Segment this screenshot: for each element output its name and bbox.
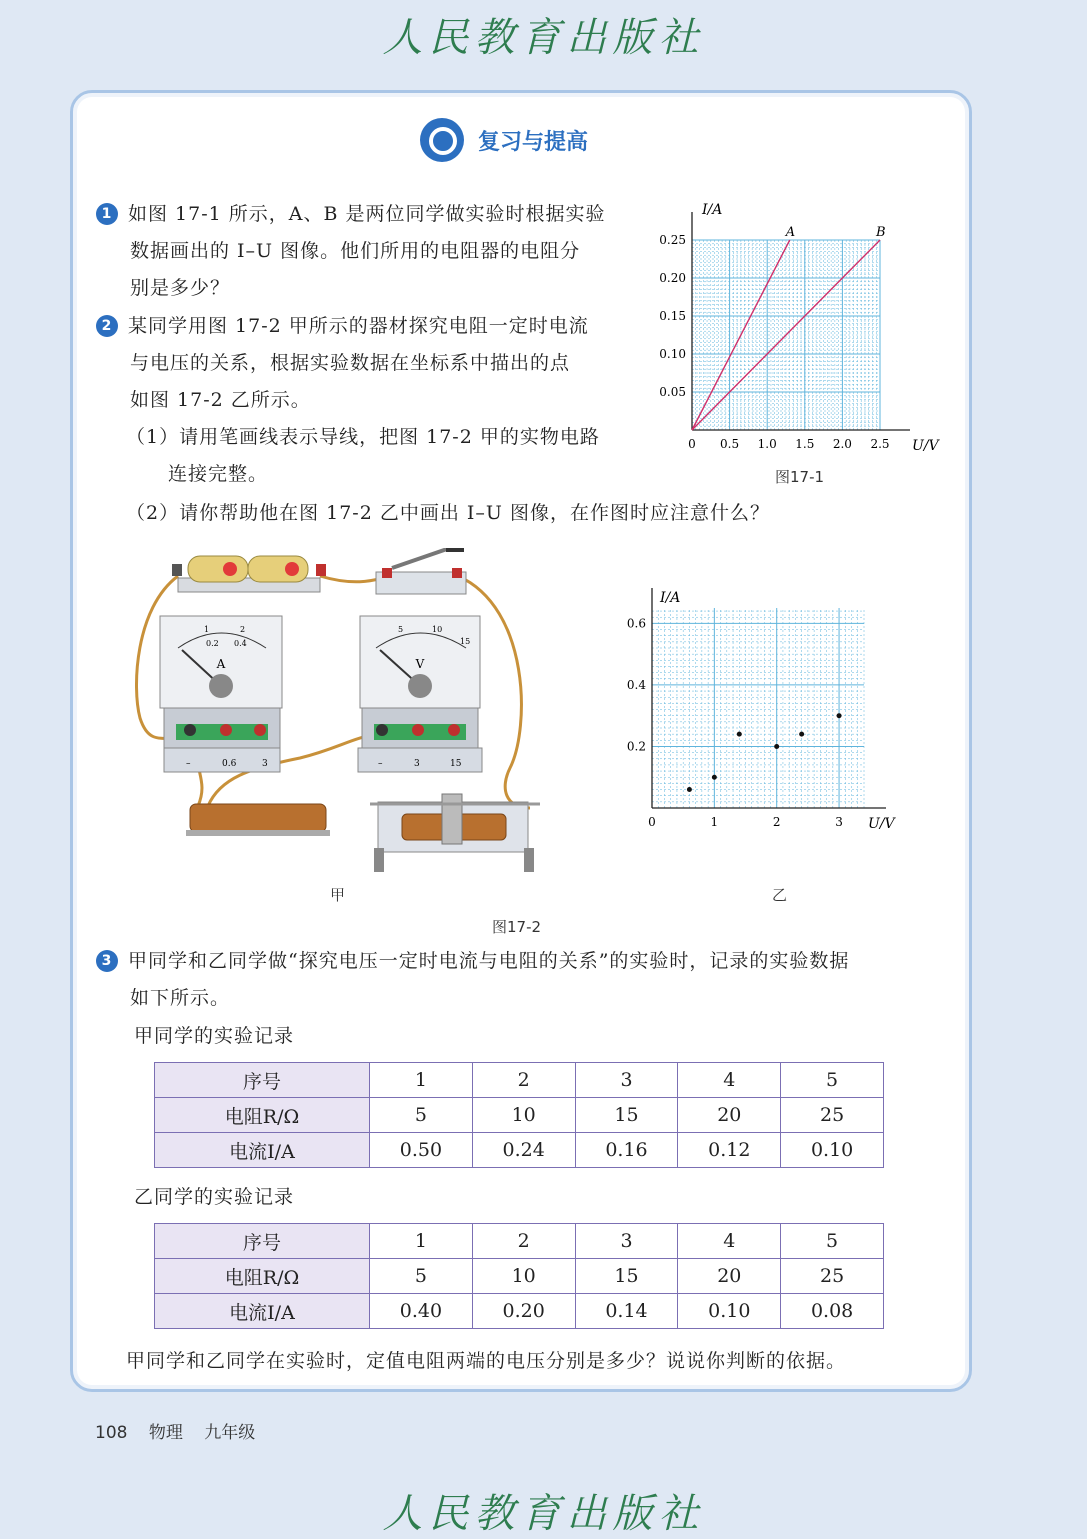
table-cell: 2: [472, 1063, 575, 1098]
voltmeter-letter: V: [415, 657, 425, 671]
y-tick-label: 0.15: [659, 309, 686, 323]
question-line: 如图 17-2 乙所示。: [130, 389, 311, 411]
question-line: 别是多少？: [130, 277, 231, 299]
ammeter-terminal-label: –: [186, 759, 191, 769]
table-cell: 20: [678, 1098, 781, 1133]
figure-17-1-caption: 图17-1: [775, 468, 825, 486]
x-tick-label: 1: [710, 815, 719, 829]
x-tick-label: 1.0: [757, 437, 777, 451]
table-cell: 25: [781, 1098, 884, 1133]
table-row: [155, 1259, 884, 1294]
subject-label: 物理: [148, 1423, 183, 1443]
question-3: [96, 943, 956, 1017]
ammeter-scale-label: 0.4: [234, 639, 247, 648]
table-cell: 序号: [155, 1224, 370, 1259]
table-cell: 0.12: [678, 1133, 781, 1168]
table-cell: 0.14: [575, 1294, 678, 1329]
table-row: [155, 1133, 884, 1168]
series-label-B: B: [876, 225, 886, 240]
x-tick-label: 2.0: [832, 437, 852, 451]
table-yi: [154, 1223, 884, 1329]
table-cell: 3: [575, 1063, 678, 1098]
table-cell: 4: [678, 1224, 781, 1259]
series-label-A: A: [785, 225, 796, 240]
ammeter-scale-label: 0.2: [206, 639, 219, 648]
table-cell: 15: [575, 1259, 678, 1294]
subquestion-1-line: 连接完整。: [168, 463, 269, 485]
x-axis-label: U/V: [912, 438, 939, 454]
table-row: [155, 1098, 884, 1133]
battery-icon: [172, 556, 326, 592]
question-number: 2: [96, 315, 118, 337]
table-jia: [154, 1062, 884, 1168]
table-cell: 0.16: [575, 1133, 678, 1168]
x-axis-label: U/V: [868, 816, 895, 832]
data-point: [737, 732, 742, 737]
ammeter-scale-label: 2: [240, 625, 246, 634]
data-point: [712, 775, 717, 780]
table-cell: 5: [781, 1224, 884, 1259]
ammeter-letter: A: [216, 657, 226, 671]
x-tick-label: 3: [835, 815, 843, 829]
section-icon: [420, 118, 464, 162]
publisher-logo-top: 人民教育出版社: [382, 15, 705, 61]
x-tick-label: 2: [772, 815, 781, 829]
switch-icon: [376, 548, 466, 594]
table-cell: 10: [472, 1259, 575, 1294]
y-tick-label: 0.6: [626, 616, 646, 631]
x-tick-label: 2.5: [870, 437, 890, 451]
table-cell: 5: [370, 1098, 473, 1133]
table-cell: 2: [472, 1224, 575, 1259]
y-tick-label: 0.20: [659, 271, 686, 285]
table-jia-title: 甲同学的实验记录: [134, 1025, 295, 1047]
voltmeter-scale-label: 10: [432, 625, 443, 634]
y-tick-label: 0.4: [626, 677, 646, 692]
voltmeter-terminal-label: 15: [450, 759, 462, 769]
table-cell: 25: [781, 1259, 884, 1294]
y-tick-label: 0.25: [659, 233, 686, 247]
question-number: 3: [96, 950, 118, 972]
y-tick-label: 0.2: [626, 739, 646, 754]
ammeter-scale-label: 1: [204, 625, 210, 634]
table-cell: 3: [575, 1224, 678, 1259]
figure-17-1-chart: [650, 196, 950, 466]
page-footer: [95, 1418, 271, 1443]
figure-17-2-yi-chart: [620, 580, 910, 840]
table-yi-title: 乙同学的实验记录: [134, 1186, 295, 1208]
table-row: [155, 1294, 884, 1329]
section-header: [420, 118, 588, 162]
table-cell: 0.10: [678, 1294, 781, 1329]
figure-17-2-jia-label: 甲: [330, 886, 346, 904]
data-point: [799, 732, 804, 737]
table-cell: 0.40: [370, 1294, 473, 1329]
section-title: 复习与提高: [478, 129, 589, 155]
circuit-apparatus-illustration: [130, 548, 550, 878]
subquestion-2: （2）请你帮助他在图 17-2 乙中画出 I–U 图像，在作图时应注意什么？: [126, 502, 770, 524]
question-line: 如图 17-1 所示，A、B 是两位同学做实验时根据实验: [128, 203, 606, 225]
rheostat-icon: [370, 794, 540, 872]
table-row: [155, 1063, 884, 1098]
ammeter-terminal-label: 3: [262, 759, 268, 769]
question-line: 甲同学和乙同学做“探究电压一定时电流与电阻的关系”的实验时，记录的实验数据: [128, 950, 850, 972]
y-axis-label: I/A: [702, 202, 723, 218]
table-cell: 电阻R/Ω: [155, 1259, 370, 1294]
question-3-final: 甲同学和乙同学在实验时，定值电阻两端的电压分别是多少？说说你判断的依据。: [126, 1350, 847, 1372]
grade-label: 九年级: [204, 1423, 256, 1443]
y-axis-label: I/A: [660, 590, 681, 606]
data-point: [687, 787, 692, 792]
question-2: [96, 308, 641, 493]
voltmeter-scale-label: 5: [398, 625, 404, 634]
question-line: 如下所示。: [130, 987, 231, 1009]
ammeter-icon: [160, 616, 282, 772]
table-cell: 1: [370, 1063, 473, 1098]
ammeter-terminal-label: 0.6: [222, 759, 237, 769]
question-line: 数据画出的 I–U 图像。他们所用的电阻器的电阻分: [130, 240, 581, 262]
table-cell: 0.10: [781, 1133, 884, 1168]
x-tick-label: 1.5: [795, 437, 815, 451]
figure-17-2-yi-label: 乙: [772, 886, 788, 904]
question-number: 1: [96, 203, 118, 225]
data-point: [774, 744, 779, 749]
table-cell: 5: [781, 1063, 884, 1098]
x-tick-label: 0: [688, 437, 696, 451]
data-point: [837, 713, 842, 718]
table-cell: 15: [575, 1098, 678, 1133]
question-1: [96, 196, 641, 307]
y-tick-label: 0.05: [659, 385, 686, 399]
x-tick-label: 0: [648, 815, 656, 829]
question-line: 与电压的关系，根据实验数据在坐标系中描出的点: [130, 352, 571, 374]
figure-17-2-caption: 图17-2: [492, 918, 542, 936]
voltmeter-scale-label: 15: [460, 637, 471, 646]
publisher-logo-bottom: 人民教育出版社: [382, 1491, 705, 1537]
table-cell: 电阻R/Ω: [155, 1098, 370, 1133]
table-cell: 5: [370, 1259, 473, 1294]
page-number: 108: [95, 1423, 128, 1443]
table-row: [155, 1224, 884, 1259]
table-cell: 1: [370, 1224, 473, 1259]
table-cell: 4: [678, 1063, 781, 1098]
table-cell: 20: [678, 1259, 781, 1294]
subquestion-1-line: （1）请用笔画线表示导线，把图 17-2 甲的实物电路: [126, 426, 600, 448]
table-cell: 0.08: [781, 1294, 884, 1329]
table-cell: 0.20: [472, 1294, 575, 1329]
voltmeter-terminal-label: 3: [414, 759, 420, 769]
question-line: 某同学用图 17-2 甲所示的器材探究电阻一定时电流: [128, 315, 589, 337]
table-cell: 电流I/A: [155, 1133, 370, 1168]
resistor-icon: [186, 804, 330, 836]
table-cell: 序号: [155, 1063, 370, 1098]
voltmeter-terminal-label: –: [378, 759, 383, 769]
table-cell: 0.50: [370, 1133, 473, 1168]
y-tick-label: 0.10: [659, 347, 686, 361]
table-cell: 0.24: [472, 1133, 575, 1168]
table-cell: 电流I/A: [155, 1294, 370, 1329]
table-cell: 10: [472, 1098, 575, 1133]
x-tick-label: 0.5: [720, 437, 740, 451]
